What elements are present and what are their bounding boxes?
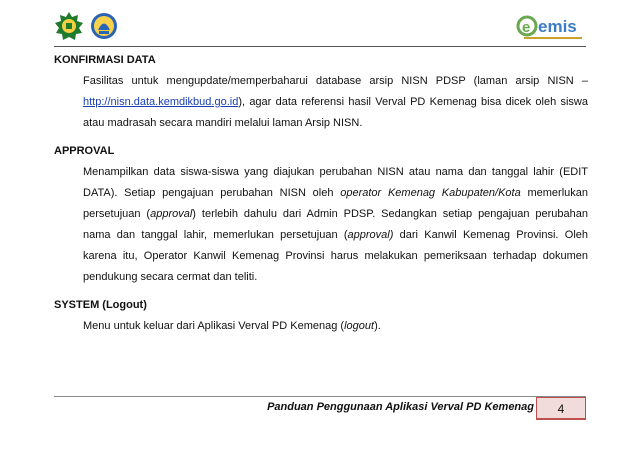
page-header — [0, 0, 638, 48]
section-text-approval — [83, 162, 588, 288]
emis-logo-icon — [516, 10, 588, 46]
text-run: Menu untuk keluar dari Aplikasi Verval PD Kemenag ( — [83, 320, 345, 332]
document-body — [54, 49, 588, 337]
text-run: ). — [374, 320, 381, 332]
nisn-link[interactable]: http://nisn.data.kemdikbud.go.id — [83, 96, 239, 108]
text-run: Fasilitas untuk mengupdate/memperbaharui database arsip NISN PDSP (laman arsip NISN – — [83, 75, 588, 87]
section-title-konfirmasi: KONFIRMASI DATA — [54, 54, 156, 66]
emphasis-text: approval) — [347, 229, 394, 241]
svg-text:emis: emis — [538, 17, 577, 36]
emphasis-text: approval — [150, 208, 193, 220]
kemenag-logo-icon — [54, 11, 84, 41]
section-text-konfirmasi — [83, 71, 588, 134]
footer-title: Panduan Penggunaan Aplikasi Verval PD Kemenag — [267, 401, 534, 413]
text-run: ) terlebih dahulu dari Admin PDSP. Sedangkan setiap pengajuan perubahan nama dan tanggal lahir, memerlukan persetujuan ( — [83, 208, 588, 241]
section-title-system: SYSTEM (Logout) — [54, 299, 147, 311]
tut-wuri-handayani-logo-icon — [90, 11, 118, 41]
svg-text:e: e — [522, 19, 531, 36]
header-divider — [54, 46, 586, 47]
page-number: 4 — [536, 397, 586, 419]
emphasis-text: operator Kemenag Kabupaten/Kota — [340, 187, 521, 199]
emphasis-text: logout — [344, 320, 375, 332]
text-run: dari Kanwil Kemenag Provinsi. Oleh karena itu, Operator Kanwil Kemenag Provinsi harus melakukan pemeriksaan terhadap dokumen pendukung secara cermat dan teliti. — [83, 229, 588, 283]
section-title-approval: APPROVAL — [54, 145, 115, 157]
text-run: Menampilkan data siswa-siswa yang diajukan perubahan NISN atau nama dan tanggal lahir (EDIT DATA). Setiap pengajuan perubahan NISN oleh — [83, 166, 588, 199]
section-text-system — [83, 316, 588, 337]
footer-divider — [54, 396, 586, 397]
page-number-underline — [536, 418, 586, 420]
text-run: memerlukan persetujuan ( — [83, 187, 588, 220]
text-run: ), agar data referensi hasil Verval PD Kemenag bisa dicek oleh siswa atau madrasah secara mandiri melalui laman Arsip NISN. — [83, 96, 588, 129]
